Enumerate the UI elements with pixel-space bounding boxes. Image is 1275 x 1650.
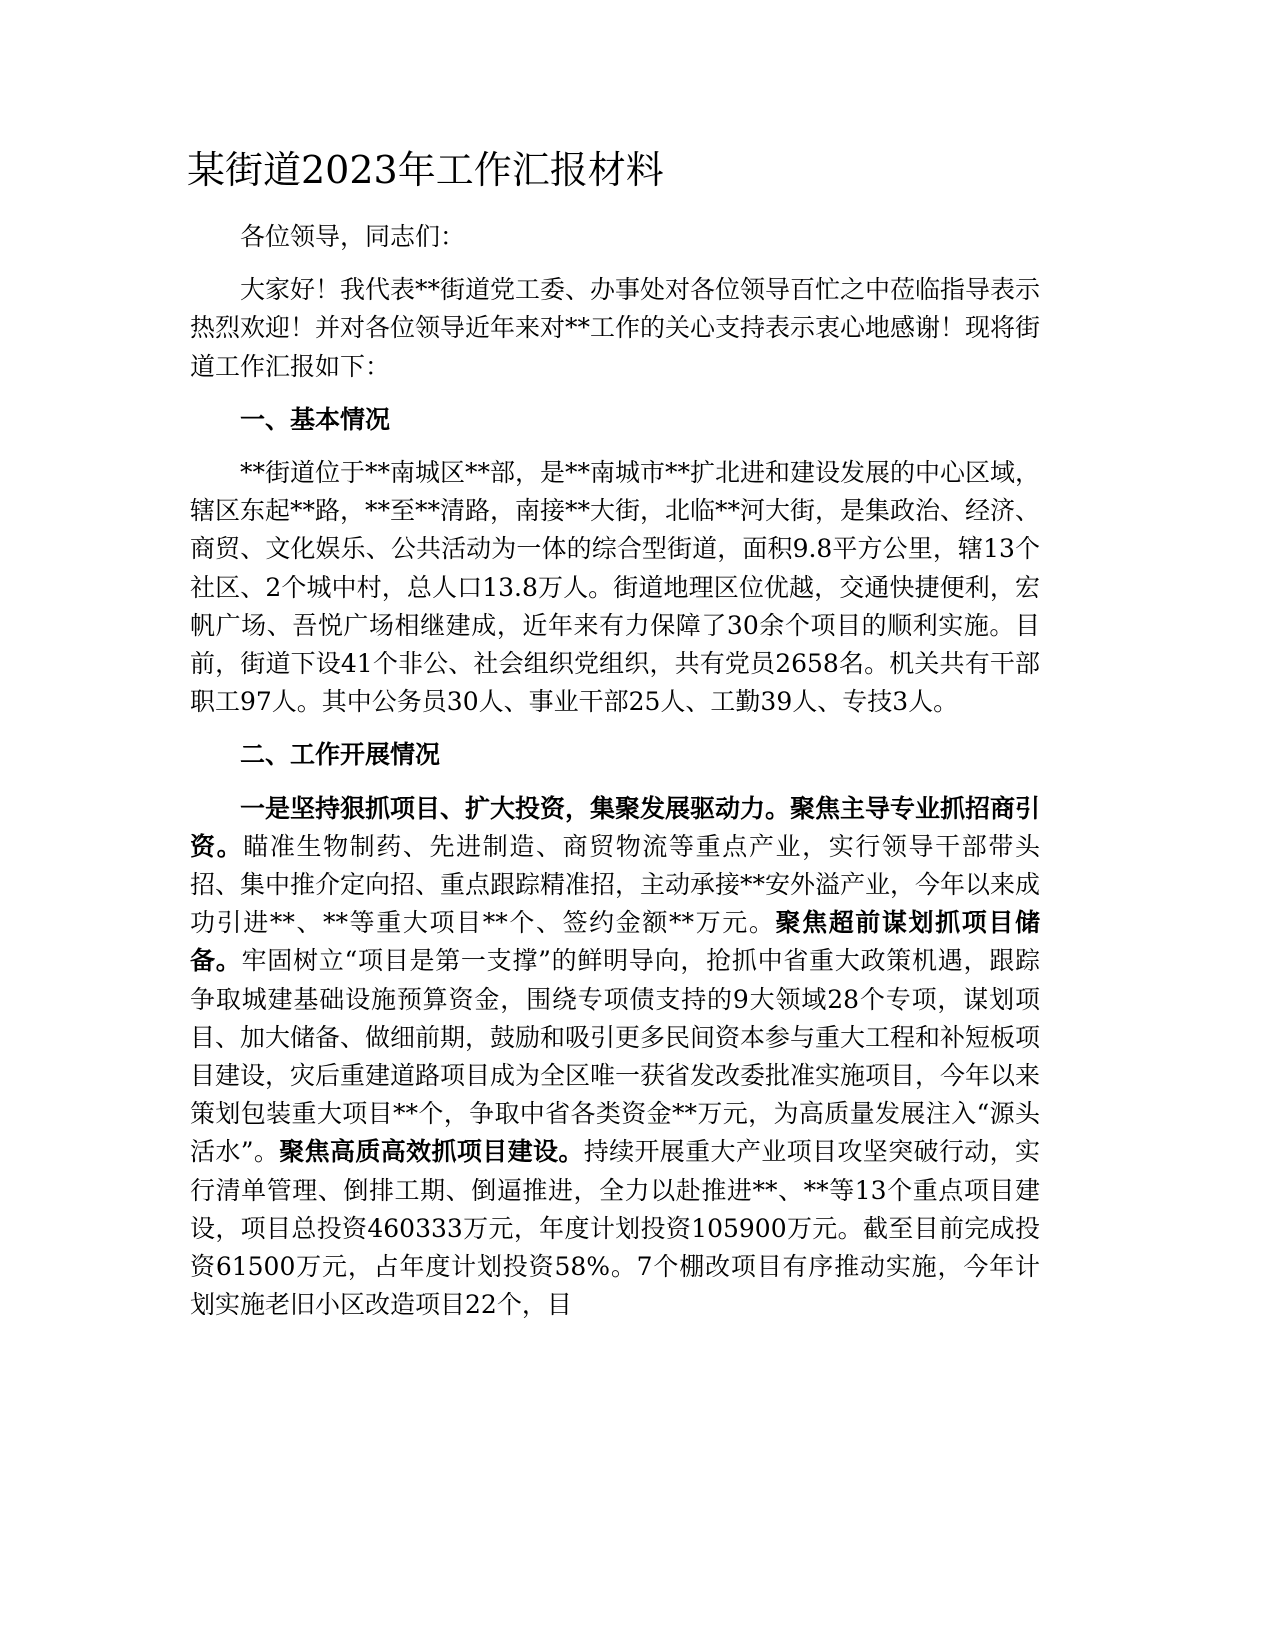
- paragraph-text-2: 牢固树立“项目是第一支撑”的鲜明导向，抢抓中省重大政策机遇，跟踪争取城建基础设施预算资金，围绕专项债支持的9大领域28个专项，谋划项目、加大储备、做细前期，鼓励和吸引更多民间资本参与重大工程和补短板项目建设，灾后重建道路项目成为全区唯一获省发改委批准实施项目，今年以来策划包装重大项目**个，争取中省各类资金**万元，为高质量发展注入“源头活水”。: [190, 946, 1041, 1167]
- section-2-paragraph: [190, 790, 1040, 1325]
- intro-paragraph: 大家好！我代表**街道党工委、办事处对各位领导百忙之中莅临指导表示热烈欢迎！并对各位领导近年来对**工作的关心支持表示衷心地感谢！现将街道工作汇报如下：: [190, 275, 1041, 381]
- paragraph-text-1: 瞄准生物制药、先进制造、商贸物流等重点产业，实行领导干部带头招、集中推介定向招、重点跟踪精准招，主动承接**安外溢产业，今年以来成功引进**、**等重大项目**个、签约金额**万元。: [190, 831, 1041, 938]
- bold-subheading-3: 聚焦高质高效抓项目建设。: [279, 1137, 584, 1167]
- salutation: 各位领导，同志们：: [240, 222, 466, 251]
- section-1-paragraph: **街道位于**南城区**部，是**南城市**扩北进和建设发展的中心区域，辖区东起**路，**至**清路，南接**大街，北临**河大街，是集政治、经济、商贸、文化娱乐、公共活动为一体的综合型街道，面积9.8平方公里，辖13个社区、2个城中村，总人口13.8万人。街道地理区位优越，交通快捷便利，宏帆广场、吾悦广场相继建成，近年来有力保障了30余个项目的顺利实施。目前，街道下设41个非公、社会组织党组织，共有党员2658名。机关共有干部职工97人。其中公务员30人、事业干部25人、工勤39人、专技3人。: [190, 458, 1041, 717]
- section-2-heading: 二、工作开展情况: [240, 740, 441, 770]
- lead-bold-text: 一是坚持狠抓项目、扩大投资，集聚发展驱动力。聚焦主导专业抓招商引资。: [190, 793, 1041, 861]
- document-body: [190, 218, 1040, 1324]
- section-1-heading: 一、基本情况: [240, 404, 391, 434]
- bold-subheading-2: 聚焦超前谋划抓项目储备。: [190, 908, 1040, 976]
- document-title: 某街道2023年工作汇报材料: [187, 148, 664, 192]
- paragraph-text-3: 持续开展重大产业项目攻坚突破行动，实行清单管理、倒排工期、倒逼推进，全力以赴推进**、**等13个重点项目建设，项目总投资460333万元，年度计划投资105900万元。截至目前完成投资61500万元，占年度计划投资58%。7个棚改项目有序推动实施，今年计划实施老旧小区改造项目22个，目: [190, 1137, 1040, 1320]
